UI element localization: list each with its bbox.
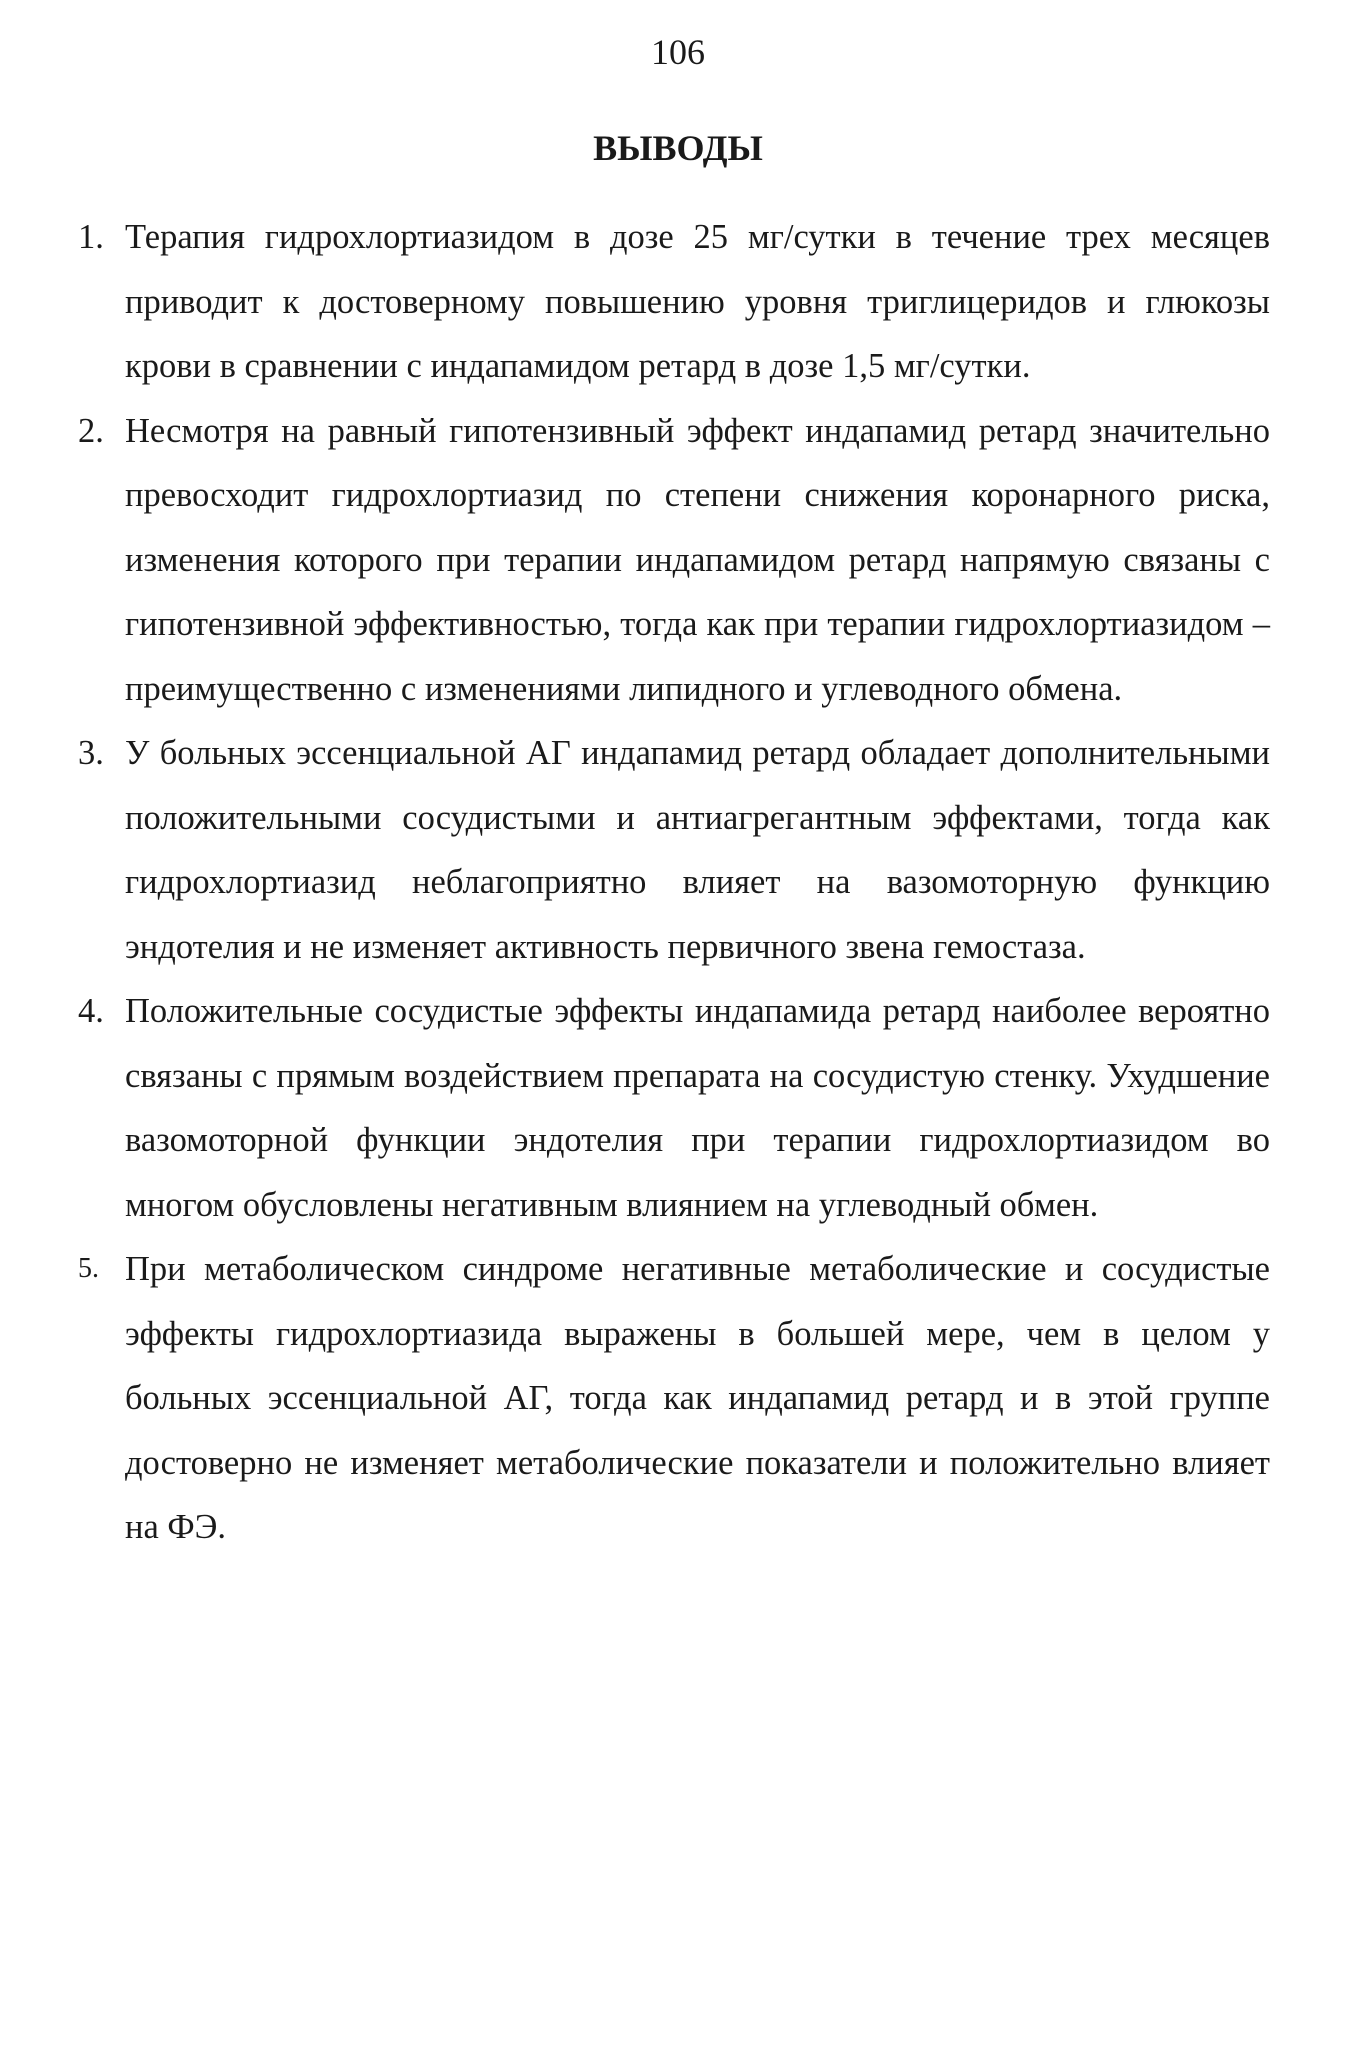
conclusion-number: 5. — [78, 1253, 99, 1284]
conclusion-number: 2. — [78, 411, 104, 450]
conclusion-text: Терапия гидрохлортиазидом в дозе 25 мг/сутки в течение трех месяцев приводит к достоверному повышению уровня триглицеридов и глюкозы крови в сравнении с индапамидом ретард в дозе 1,5 мг/сутки. — [125, 218, 1270, 385]
conclusion-item — [0, 399, 1356, 722]
conclusion-item — [0, 721, 1356, 979]
conclusion-text: Положительные сосудистые эффекты индапамида ретард наиболее вероятно связаны с прямым воздействием препарата на сосудистую стенку. Ухудшение вазомоторной функции эндотелия при терапии гидрохлортиазидом во многом обусловлены негативным влиянием на углеводный обмен. — [125, 992, 1270, 1224]
conclusion-text: При метаболическом синдроме негативные метаболические и сосудистые эффекты гидрохлортиазида выражены в большей мере, чем в целом у больных эссенциальной АГ, тогда как индапамид ретард и в этой группе достоверно не изменяет метаболические показатели и положительно влияет на ФЭ. — [125, 1250, 1270, 1546]
conclusion-number: 1. — [78, 218, 104, 256]
conclusion-item — [0, 205, 1356, 399]
section-heading: ВЫВОДЫ — [593, 128, 763, 168]
conclusion-number: 4. — [78, 992, 104, 1030]
conclusion-text: У больных эссенциальной АГ индапамид ретард обладает дополнительными положительными сосудистыми и антиагрегантным эффектами, тогда как гидрохлортиазид неблагоприятно влияет на вазомоторную функцию эндотелия и не изменяет активность первичного звена гемостаза. — [125, 734, 1270, 966]
conclusions-list — [0, 205, 1356, 1560]
conclusion-item — [0, 1237, 1356, 1560]
conclusion-item — [0, 979, 1356, 1237]
page-number: 106 — [651, 32, 705, 72]
conclusion-text: Несмотря на равный гипотензивный эффект индапамид ретард значительно превосходит гидрохлортиазид по степени снижения коронарного риска, изменения которого при терапии индапамидом ретард напрямую связаны с гипотензивной эффективностью, тогда как при терапии гидрохлортиазидом – преимущественно с изменениями липидного и углеводного обмена. — [125, 411, 1270, 708]
conclusion-number: 3. — [78, 734, 104, 772]
